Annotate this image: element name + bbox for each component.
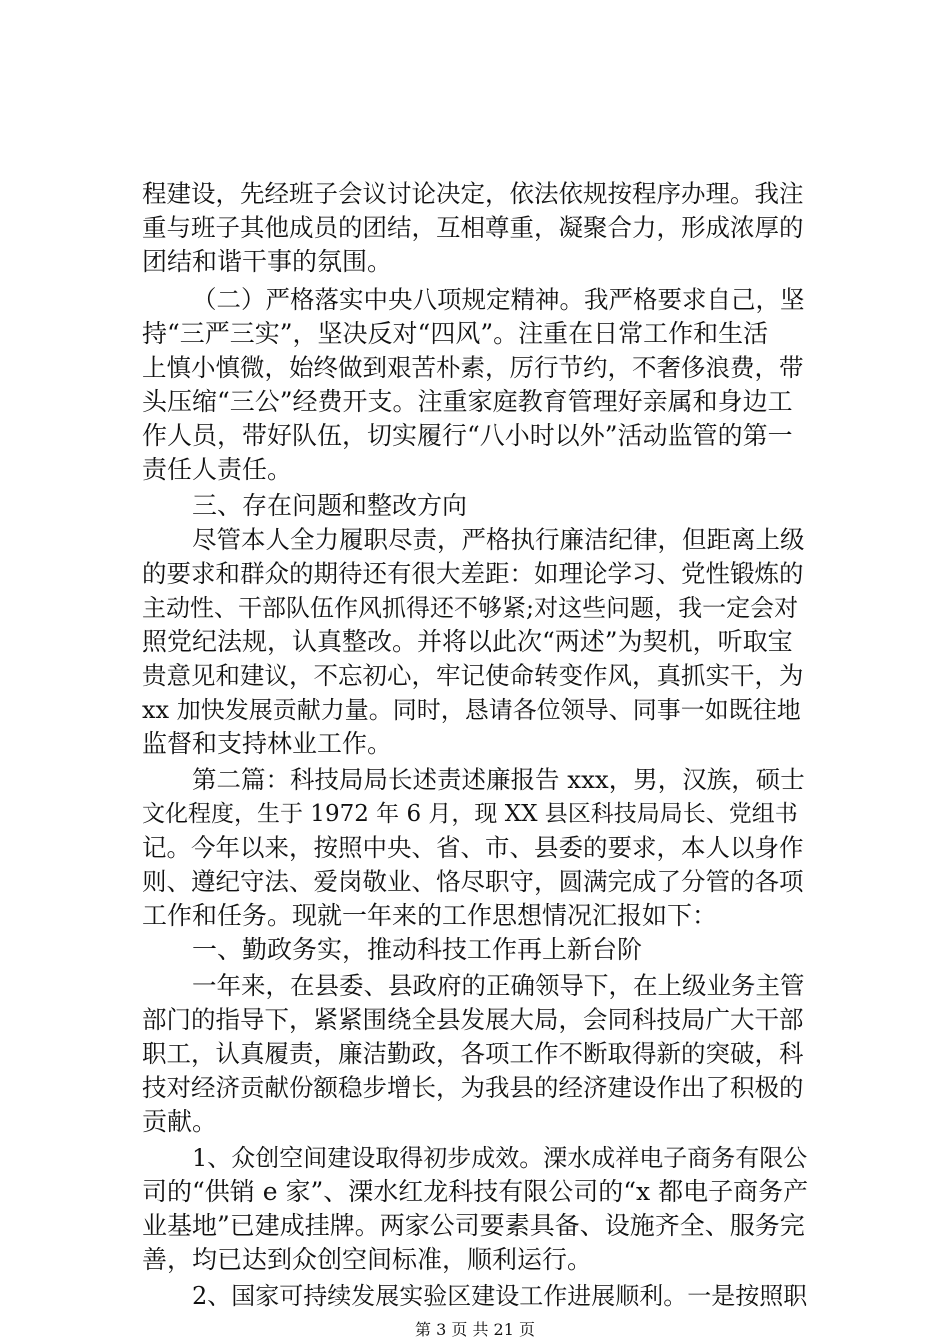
- text-line: 文化程度，生于 1972 年 6 月，现 XX 县区科技局局长、党组书: [142, 801, 798, 827]
- text-line: 一年来，在县委、县政府的正确领导下，在上级业务主管: [192, 971, 805, 1000]
- text-line: 重与班子其他成员的团结，互相尊重，凝聚合力，形成浓厚的: [142, 213, 804, 242]
- section-heading: 一、勤政务实，推动科技工作再上新台阶: [192, 935, 643, 964]
- text-line: 的要求和群众的期待还有很大差距：如理论学习、党性锻炼的: [142, 559, 804, 588]
- text-line: 技对经济贡献份额稳步增长，为我县的经济建设作出了积极的: [142, 1073, 804, 1102]
- text-line: 持“三严三实”，坚决反对“四风”。注重在日常工作和生活: [142, 319, 769, 348]
- text-line: 程建设，先经班子会议讨论决定，依法依规按程序办理。我注: [142, 179, 804, 208]
- text-line: 部门的指导下，紧紧围绕全县发展大局，会同科技局广大干部: [142, 1005, 804, 1034]
- text-line: 贵意见和建议，不忘初心，牢记使命转变作风，真抓实干，为: [142, 661, 804, 690]
- text-line: 监督和支持林业工作。: [142, 729, 393, 758]
- text-line: xx 加快发展贡献力量。同时，恳请各位领导、同事一如既往地: [142, 696, 801, 724]
- text-line: 上慎小慎微，始终做到艰苦朴素，厉行节约，不奢侈浪费，带: [142, 353, 804, 382]
- section-heading: 三、存在问题和整改方向: [192, 491, 468, 520]
- text-line: 尽管本人全力履职尽责，严格执行廉洁纪律，但距离上级: [192, 525, 805, 554]
- text-line: 1、众创空间建设取得初步成效。溧水成祥电子商务有限公: [192, 1144, 808, 1172]
- text-line: 司的“供销 e 家”、溧水红龙科技有限公司的“x 都电子商务产: [142, 1177, 809, 1206]
- text-line: 责任人责任。: [142, 455, 293, 484]
- text-line: 工作和任务。现就一年来的工作思想情况汇报如下：: [142, 901, 718, 930]
- text-line: 头压缩“三公”经费开支。注重家庭教育管理好亲属和身边工: [142, 387, 793, 416]
- text-line: 记。今年以来，按照中央、省、市、县委的要求，本人以身作: [142, 833, 804, 862]
- text-line: 照党纪法规，认真整改。并将以此次“两述”为契机，听取宝: [142, 627, 793, 656]
- text-line: 业基地”已建成挂牌。两家公司要素具备、设施齐全、服务完: [142, 1211, 805, 1240]
- text-line: 2、国家可持续发展实验区建设工作进展顺利。一是按照职: [192, 1282, 808, 1310]
- text-line: 团结和谐干事的氛围。: [142, 247, 393, 276]
- text-line: 作人员，带好队伍，切实履行“八小时以外”活动监管的第一: [142, 421, 793, 450]
- text-line: 第二篇：科技局局长述责述廉报告 xxx，男，汉族，硕士: [192, 765, 805, 794]
- text-line: 则、遵纪守法、爱岗敬业、恪尽职守，圆满完成了分管的各项: [142, 867, 804, 896]
- text-line: （二）严格落实中央八项规定精神。我严格要求自己，坚: [192, 285, 805, 314]
- text-line: 主动性、干部队伍作风抓得还不够紧;对这些问题，我一定会对: [142, 594, 799, 622]
- text-line: 贡献。: [142, 1107, 218, 1136]
- text-line: 善，均已达到众创空间标准，顺利运行。: [142, 1245, 593, 1274]
- text-line: 职工，认真履责，廉洁勤政，各项工作不断取得新的突破，科: [142, 1039, 804, 1068]
- page-number-footer: 第 3 页 共 21 页: [415, 1320, 535, 1339]
